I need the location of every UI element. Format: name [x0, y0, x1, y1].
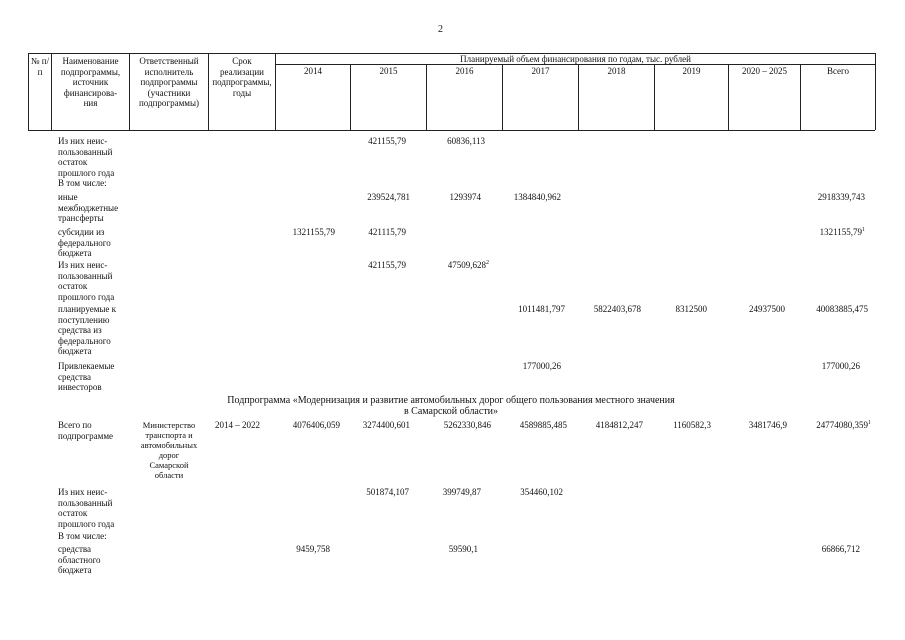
- row-label: Из них неис- пользованный остаток прошлого года: [58, 136, 115, 178]
- cell-2019: 1160582,3: [673, 420, 711, 430]
- header-term: Срок реализации подпрограммы, годы: [212, 56, 272, 98]
- header-year-2017: 2017: [531, 66, 550, 76]
- header-name: Наименование подпрограммы, источник финансирова- ния: [60, 56, 121, 108]
- row-label: Из них неис- пользованный остаток прошлого года: [58, 487, 115, 529]
- header-year-2018: 2018: [607, 66, 626, 76]
- cell-2019: 8312500: [675, 304, 707, 314]
- subprogram-title: Подпрограмма «Модернизация и развитие автомобильных дорог общего пользования местного значения в Самарской области»: [227, 395, 675, 417]
- row-label: субсидии из федерального бюджета: [58, 227, 111, 258]
- cell-2017: 177000,26: [522, 361, 561, 371]
- header-total: Всего: [826, 66, 850, 76]
- cell-total: 24774080,359$^1$: [816, 420, 871, 430]
- cell-2014: 4076406,059: [292, 420, 340, 430]
- row-label: планируемые к поступлению средства из федерального бюджета: [58, 304, 117, 356]
- row-label: Всего по подпрограмме: [58, 420, 114, 441]
- header-year-2016: 2016: [455, 66, 474, 76]
- cell-2016: 399749,87: [442, 487, 481, 497]
- cell-2015: 3274400,601: [362, 420, 410, 430]
- cell-2015: 501874,107: [366, 487, 409, 497]
- cell-2015: 421115,79: [368, 227, 406, 237]
- page-number: 2: [438, 24, 443, 35]
- row-label: средства областного бюджета: [58, 544, 101, 575]
- row-label: Привлекаемые средства инвесторов: [58, 361, 115, 392]
- cell-total: 40083885,475: [816, 304, 868, 314]
- header-year-2020-2025: 2020 – 2025: [742, 66, 787, 76]
- cell-2014: 1321155,79: [292, 227, 335, 237]
- row-label: Из них неис- пользованный остаток прошлого года: [58, 260, 115, 302]
- cell-2017: 1011481,797: [518, 304, 565, 314]
- cell-2016: 59590,1: [448, 544, 478, 554]
- cell-total: 177000,26: [821, 361, 860, 371]
- cell-2015: 239524,781: [367, 192, 410, 202]
- cell-2015: 421155,79: [368, 136, 406, 146]
- cell-2018: 4184812,247: [595, 420, 643, 430]
- cell-2020-2025: 3481746,9: [748, 420, 787, 430]
- cell-2014: 9459,758: [296, 544, 330, 554]
- header-num: № п/п: [30, 56, 50, 77]
- cell-2015: 421155,79: [368, 260, 406, 270]
- executor-cell: Министерство транспорта и автомобильных дорог Самарской области: [140, 420, 198, 480]
- row-label: иные межбюджетные трансферты: [58, 192, 119, 223]
- cell-2016: 5262330,846: [443, 420, 491, 430]
- col-border: [275, 53, 276, 130]
- header-funding: Планируемый объем финансирования по годам, тыс. рублей: [460, 54, 691, 64]
- cell-2016: 60836,113: [447, 136, 485, 146]
- cell-2016: 1293974: [449, 192, 481, 202]
- cell-total: 66866,712: [821, 544, 860, 554]
- cell-2018: 5822403,678: [593, 304, 641, 314]
- header-year-2015: 2015: [379, 66, 398, 76]
- cell-2020-2025: 24937500: [749, 304, 785, 314]
- row-label: В том числе:: [58, 178, 107, 188]
- header-executor: Ответственный исполнитель подпрограммы (участники подпрограммы): [138, 56, 200, 108]
- cell-total: 1321155,79$^1$: [819, 227, 865, 237]
- header-year-2019: 2019: [682, 66, 701, 76]
- row-label: В том числе:: [58, 531, 107, 541]
- cell-2016: 47509,628$^2$: [447, 260, 489, 270]
- cell-2017: 354460,102: [520, 487, 563, 497]
- cell-2017: 4589885,485: [519, 420, 567, 430]
- header-year-2014: 2014: [304, 66, 322, 76]
- header-bottom-border: [28, 130, 875, 131]
- cell-total: 2918339,743: [817, 192, 865, 202]
- term-cell: 2014 – 2022: [215, 420, 260, 430]
- cell-2017: 1384840,962: [513, 192, 561, 202]
- col-border: [875, 53, 876, 130]
